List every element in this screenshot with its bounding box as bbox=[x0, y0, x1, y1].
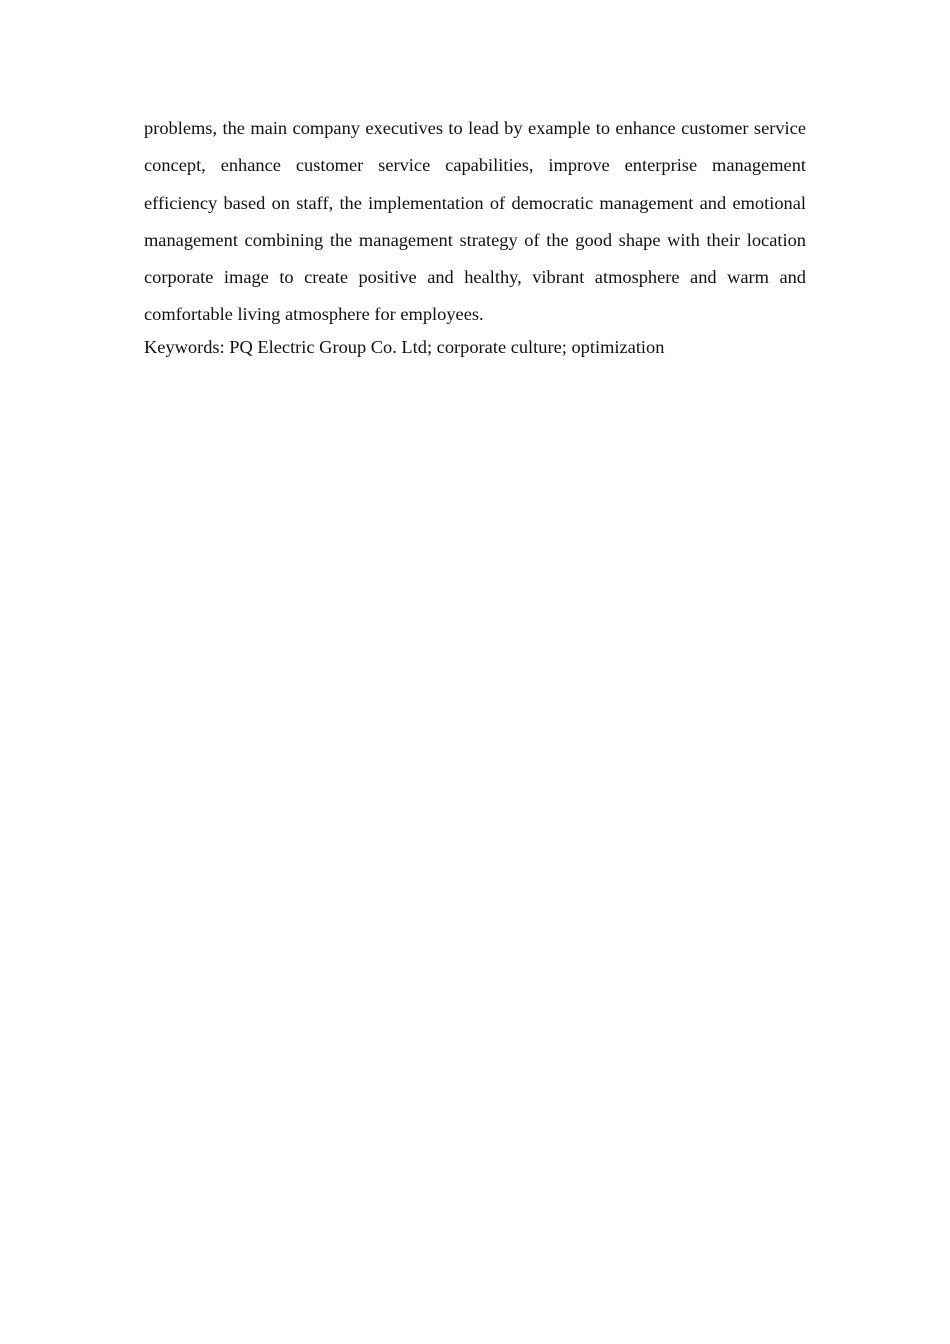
abstract-paragraph: problems, the main company executives to lead by example to enhance customer service concept, enhance customer service capabilities, improve enterprise management efficiency based on staff, the implementation of democratic management and emotional management combining the management strategy of the good shape with their location corporate image to create positive and healthy, vibrant atmosphere and warm and comfortable living atmosphere for employees. bbox=[144, 118, 806, 325]
keywords-line: Keywords: PQ Electric Group Co. Ltd; corporate culture; optimization bbox=[144, 336, 665, 357]
abstract-text-block bbox=[144, 110, 806, 360]
